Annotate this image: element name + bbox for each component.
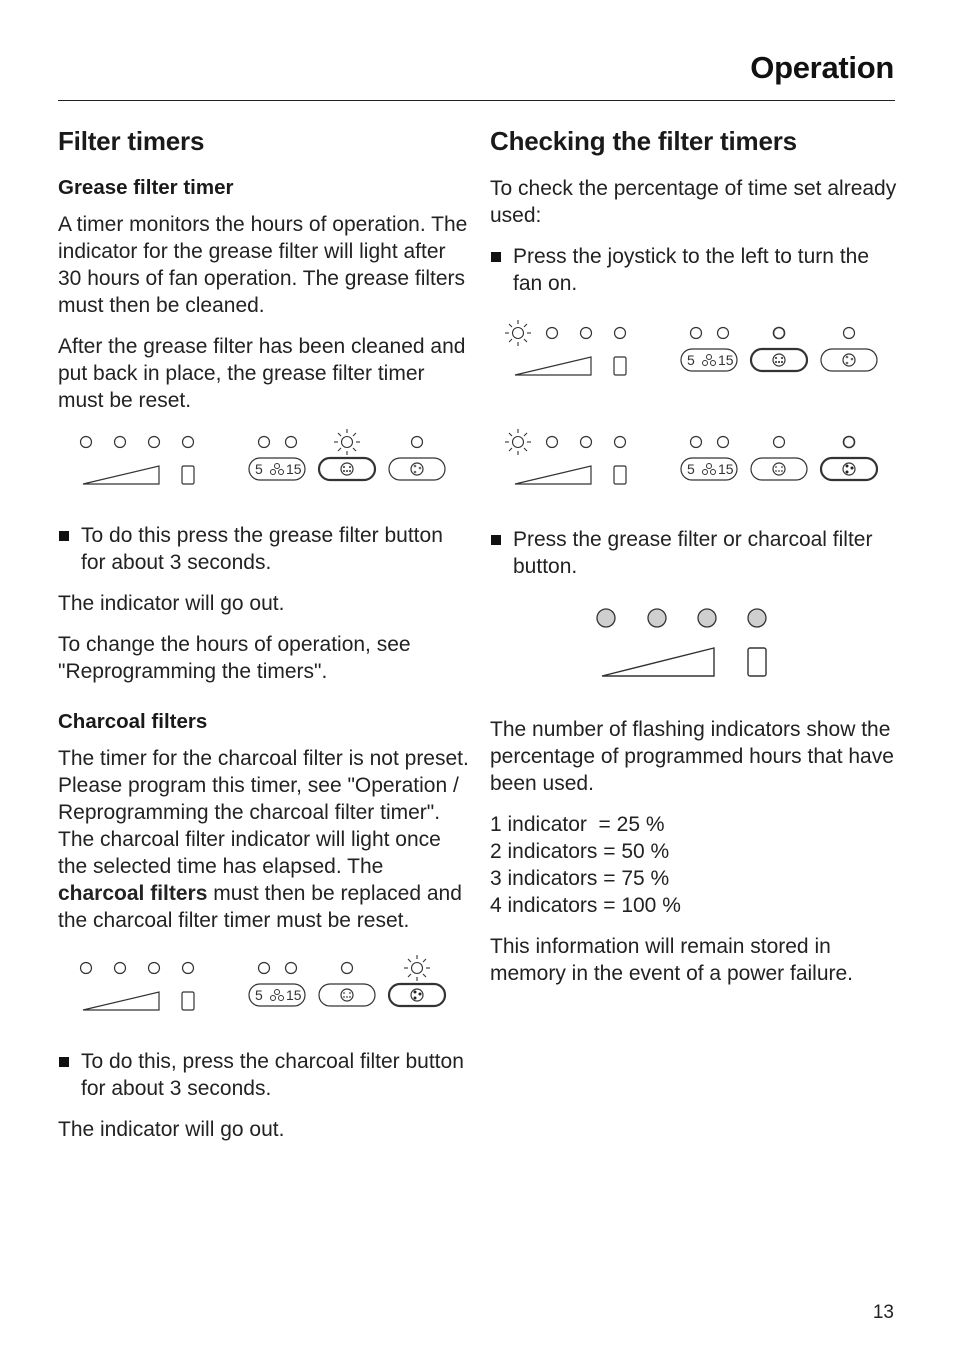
right-column	[490, 124, 900, 1001]
bullet-square-icon	[491, 252, 501, 262]
flashing-indicators-explanation: The number of flashing indicators show the percentage of programmed hours that have been used.	[490, 718, 894, 795]
fan-level-high-label: 15	[286, 987, 302, 1003]
percentage-item: 3 indicators = 75 %	[490, 867, 670, 890]
light-indicator-icon	[748, 648, 766, 676]
memory-note: This information will remain stored in memory in the event of a power failure.	[490, 935, 854, 985]
control-panel-grease-lit	[58, 428, 458, 504]
fan-level-high-label: 15	[286, 461, 302, 477]
grease-paragraph-2: After the grease filter has been cleaned and put back in place, the grease filter timer must be reset.	[58, 335, 466, 412]
grease-result: The indicator will go out.	[58, 592, 285, 615]
percent-indicator-4	[748, 609, 766, 627]
subheading-charcoal-filters: Charcoal filters	[58, 710, 208, 733]
fan-level-low-label: 5	[687, 461, 695, 477]
fan-level-low-label: 5	[255, 987, 263, 1003]
checking-intro: To check the percentage of time set already used:	[490, 177, 897, 227]
percent-indicator-1	[597, 609, 615, 627]
page-title: Operation	[750, 50, 894, 85]
left-column	[58, 124, 470, 1157]
filter-button-instruction: Press the grease filter or charcoal filter button.	[490, 526, 900, 580]
fan-power-ramp-icon	[602, 648, 714, 676]
control-panel-check-charcoal	[490, 428, 890, 504]
fan-level-low-label: 5	[255, 461, 263, 477]
percentage-item: 2 indicators = 50 %	[490, 840, 670, 863]
section-heading-checking-timers: Checking the filter timers	[490, 126, 797, 156]
charcoal-result: The indicator will go out.	[58, 1118, 285, 1141]
subheading-grease-filter-timer: Grease filter timer	[58, 176, 234, 199]
bullet-square-icon	[59, 531, 69, 541]
fan-level-high-label: 15	[718, 461, 734, 477]
bullet-square-icon	[59, 1057, 69, 1067]
fan-level-low-label: 5	[687, 352, 695, 368]
section-heading-filter-timers: Filter timers	[58, 126, 205, 156]
percent-indicator-2	[648, 609, 666, 627]
control-panel-check-grease	[490, 319, 890, 395]
grease-see-reprogramming: To change the hours of operation, see "Reprogramming the timers".	[58, 633, 411, 683]
charcoal-instruction: To do this, press the charcoal filter button for about 3 seconds.	[58, 1048, 470, 1102]
bullet-square-icon	[491, 535, 501, 545]
page-number: 13	[872, 1302, 894, 1323]
fan-level-high-label: 15	[718, 352, 734, 368]
charcoal-paragraph: The timer for the charcoal filter is not preset. Please program this timer, see "Operation / Reprogramming the charcoal filter timer". The charcoal filter indicator will light once the selected time has elapsed. The charcoal filters must then be replaced and the charcoal filter timer must be reset.	[58, 747, 469, 932]
percentage-list	[490, 811, 900, 919]
percentage-indicators-diagram	[490, 594, 890, 694]
percentage-item: 4 indicators = 100 %	[490, 894, 681, 917]
percent-indicator-3	[698, 609, 716, 627]
control-panel-charcoal-lit	[58, 954, 458, 1030]
grease-paragraph-1: A timer monitors the hours of operation. The indicator for the grease filter will light after 30 hours of fan operation. The grease filters must then be cleaned.	[58, 213, 468, 317]
fan-on-instruction: Press the joystick to the left to turn the fan on.	[490, 243, 900, 297]
grease-instruction: To do this press the grease filter button for about 3 seconds.	[58, 522, 470, 576]
header-divider	[58, 100, 895, 101]
percentage-item: 1 indicator = 25 %	[490, 813, 665, 836]
